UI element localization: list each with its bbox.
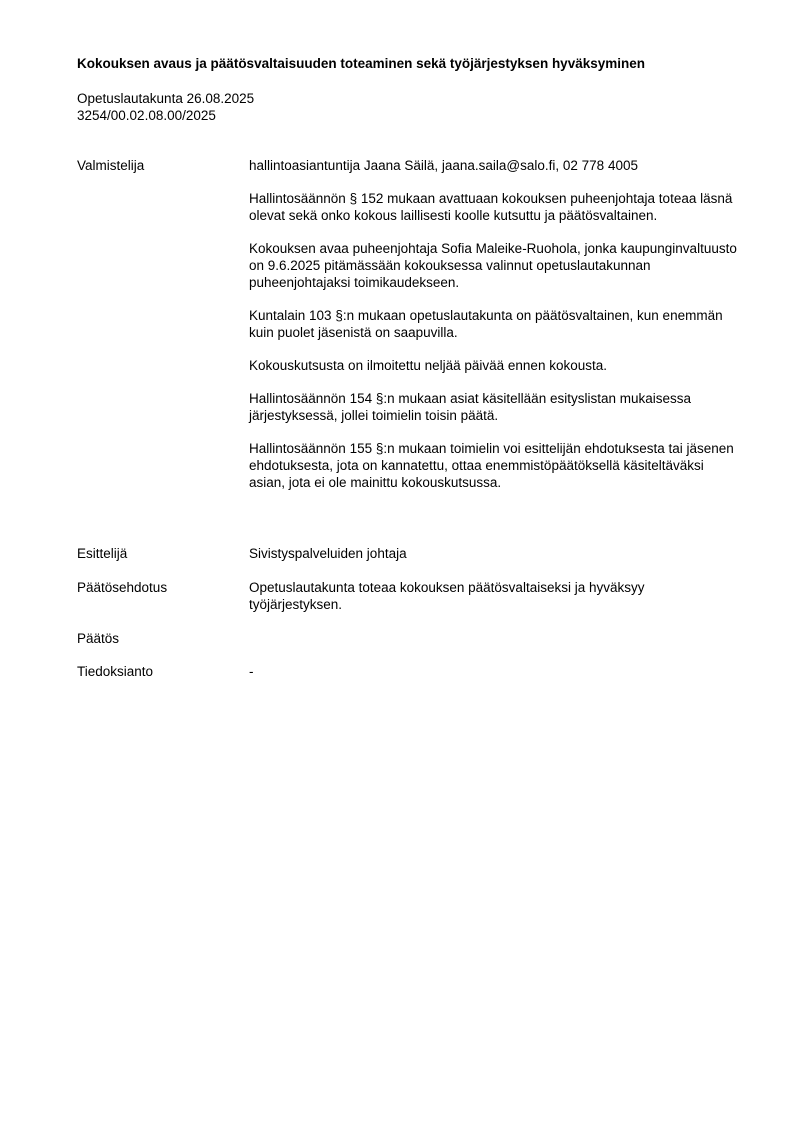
valmistelija-paragraph: Kuntalain 103 §:n mukaan opetuslautakunta on päätösvaltainen, kun enemmän kuin puolet jäsenistä on saapuvilla.: [249, 308, 723, 340]
valmistelija-label: Valmistelija: [77, 158, 145, 173]
valmistelija-paragraph: Kokouksen avaa puheenjohtaja Sofia Maleike-Ruohola, jonka kaupunginvaltuusto on 9.6.2025 pitämässään kokouksessa valinnut opetuslautakunnan puheenjohtajaksi toimikaudekseen.: [249, 241, 737, 290]
valmistelija-content: [249, 157, 739, 491]
document-title: Kokouksen avaus ja päätösvaltaisuuden toteaminen sekä työjärjestyksen hyväksyminen: [77, 56, 645, 71]
tiedoksianto-value: -: [249, 664, 254, 679]
valmistelija-paragraph: Hallintosäännön 154 §:n mukaan asiat käsitellään esityslistan mukaisessa järjestyksessä, jollei toimielin toisin päätä.: [249, 391, 691, 423]
paatosehdotus-label: Päätösehdotus: [77, 580, 168, 595]
paatos-label: Päätös: [77, 631, 120, 646]
valmistelija-paragraph: Hallintosäännön 155 §:n mukaan toimielin voi esittelijän ehdotuksesta tai jäsenen ehdotuksesta, jota on kannatettu, ottaa enemmistöpäätöksellä käsiteltäväksi asian, jota ei ole mainittu kokouskutsussa.: [249, 441, 734, 490]
valmistelija-paragraph: Hallintosäännön § 152 mukaan avattuaan kokouksen puheenjohtaja toteaa läsnä olevat sekä onko kokous laillisesti koolle kutsuttu ja päätösvaltainen.: [249, 191, 733, 223]
esittelija-label: Esittelijä: [77, 546, 128, 561]
document-meta: [77, 90, 477, 124]
valmistelija-paragraph: Kokouskutsusta on ilmoitettu neljää päivää ennen kokousta.: [249, 358, 607, 373]
meeting-info: Opetuslautakunta 26.08.2025: [77, 91, 255, 106]
tiedoksianto-label: Tiedoksianto: [77, 664, 154, 679]
record-id: 3254/00.02.08.00/2025: [77, 108, 216, 123]
esittelija-value: Sivistyspalveluiden johtaja: [249, 546, 407, 561]
paatosehdotus-value: Opetuslautakunta toteaa kokouksen päätösvaltaiseksi ja hyväksyy työjärjestyksen.: [249, 580, 645, 612]
valmistelija-contact: hallintoasiantuntija Jaana Säilä, jaana.saila@salo.fi, 02 778 4005: [249, 158, 638, 173]
